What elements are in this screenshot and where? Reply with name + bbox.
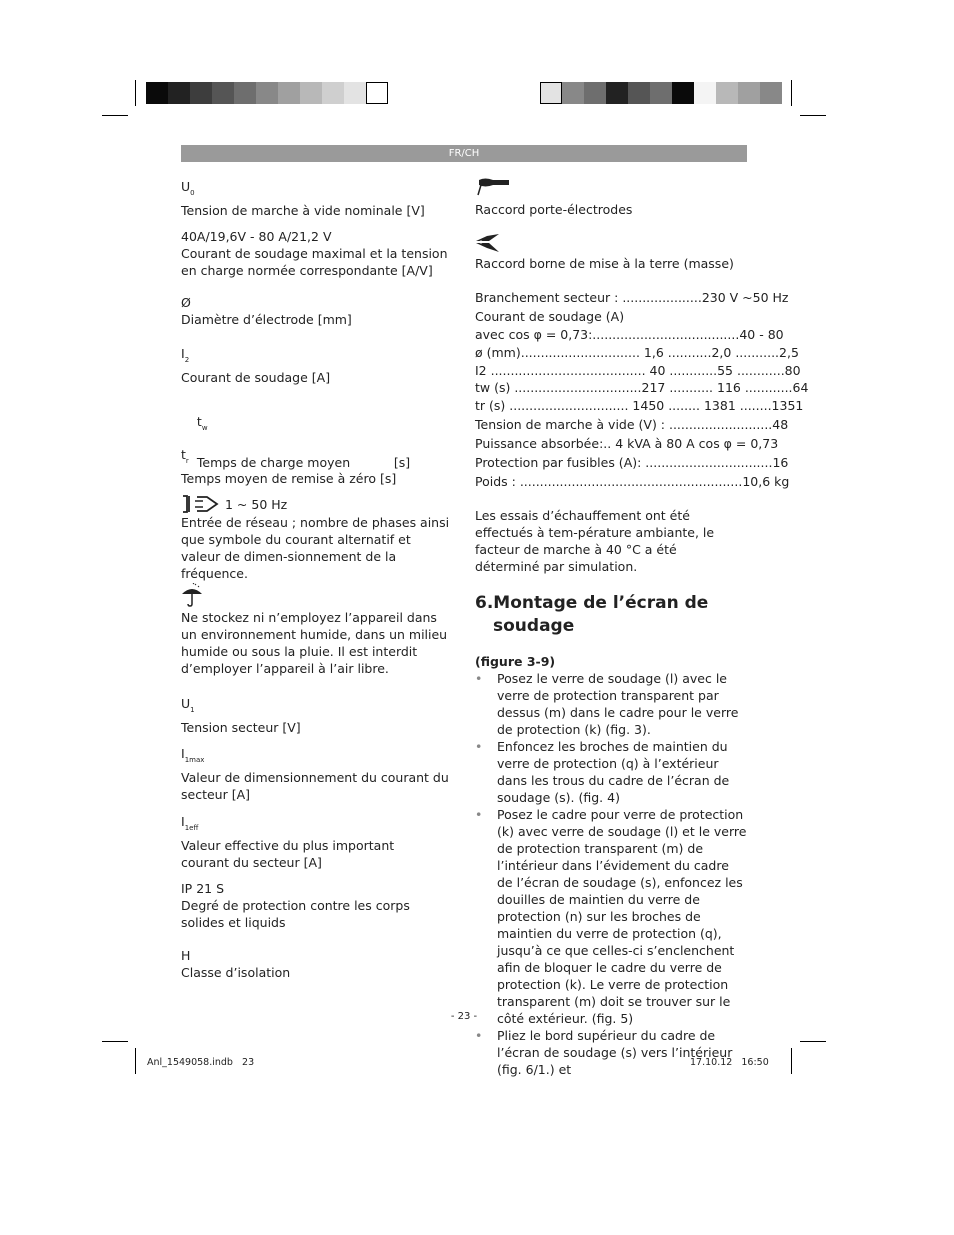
instruction-list: [475, 670, 747, 1078]
symbol-entry: $I_{1eff}$ Valeur effective du plus important courant du secteur [A]: [181, 814, 395, 870]
symbol-entry: Ne stockez ni n’employez l’appareil dans un environnement humide, dans un milieu humide ou sous la pluie. Il est interdit d’employer l’appareil à l’air libre.: [181, 583, 456, 677]
symbol-entry: $t_w$ Temps de charge moyen [s]: [196, 414, 411, 470]
symbol-entry: 40A/19,6V - 80 A/21,2 V Courant de soudage maximal et la tension en charge normée correspondante [A/V]: [181, 229, 448, 278]
ground-clamp-label: Raccord borne de mise à la terre (masse): [475, 256, 734, 271]
specs-table: [475, 289, 809, 492]
symbol-entry: H Classe d’isolation: [181, 948, 291, 980]
spec-row: Poids : ........................................................ 10,6 kg: [475, 474, 790, 489]
crop-mark: [800, 115, 826, 116]
electrode-holder-label: Raccord porte-électrodes: [475, 202, 633, 217]
symbol-entry: $I_2$ Courant de soudage [A]: [181, 346, 331, 385]
crop-mark: [135, 1048, 136, 1074]
umbrella-rain-icon: [181, 583, 203, 607]
list-item: • Posez le cadre pour verre de protection (k) avec verre de soudage (l) et le verre de protection transparent (m) de l’intérieur dans l’évidement du cadre de l’écran de soudage (s), enfoncez les douilles de maintien du verre de protection (n) sur les broches de maintien du verre de protection (q), jusqu’à ce que celles-ci s’enclenchent afin de bloquer le cadre du verre de protection (k). Le verre de protection transparent (m) doit se trouver sur le côté extérieur. (fig. 5): [475, 806, 747, 1027]
spec-row: ø (mm).............................. 1,6 ...........2,0 ........... 2,5: [475, 345, 799, 360]
section-title: 6.Montage de l’écran de soudage: [475, 593, 709, 636]
crop-mark: [791, 1048, 792, 1074]
spec-row: I2 ....................................... 40 ............55 ............ 80: [475, 363, 801, 378]
list-item: • Posez le verre de soudage (l) avec le verre de protection transparent par dessus (m) dans le cadre pour le verre de protection (k) (fig. 3).: [475, 670, 747, 738]
crop-mark: [135, 80, 136, 106]
spec-row: tr (s) .............................. 1450 ........ 1381 ........ 1351: [475, 398, 804, 413]
spec-row: Tension de marche à vide (V) : .......................... 48: [475, 417, 789, 432]
crop-mark: [800, 1041, 826, 1042]
symbol-entry: 1 ~ 50 Hz Entrée de réseau ; nombre de phases ainsi que symbole du courant alternatif et valeur de dimen-sionnement de la fréquence.: [181, 494, 453, 582]
electrode-holder-icon: [475, 176, 511, 196]
spec-row: Puissance absorbée:.. 4 kVA à 80 A cos φ = 0,73: [475, 436, 779, 451]
spec-row: Protection par fusibles (A): ................................ 16: [475, 455, 789, 470]
spec-row: tw (s) ................................217 ........... 116 ............ 64: [475, 380, 809, 395]
symbol-entry: $I_{1max}$ Valeur de dimensionnement du courant du secteur [A]: [181, 746, 449, 802]
spec-row: Courant de soudage (A): [475, 309, 625, 324]
mains-input-icon: [181, 494, 221, 514]
footer-timestamp: 17.10.12 16:50: [690, 1057, 769, 1068]
language-header: FR/CH: [181, 145, 747, 162]
ground-clamp-icon: [475, 233, 501, 253]
crop-mark: [791, 80, 792, 106]
page-number: - 23 -: [450, 1011, 478, 1022]
spec-row: avec cos φ = 0,73:..................................... 40 - 80: [475, 327, 784, 342]
spec-row: Branchement secteur : .................... 230 V ~50 Hz: [475, 290, 789, 305]
list-item: • Enfoncez les broches de maintien du verre de protection (q) à l’extérieur dans les trous du cadre de l’écran de soudage (s). (fig. 4): [475, 738, 747, 806]
test-note: Les essais d’échauffement ont été effectués à tem-pérature ambiante, le facteur de marche à 40 °C a été déterminé par simulation.: [475, 508, 715, 574]
list-item: • Pliez le bord supérieur du cadre de l’écran de soudage (s) vers l’intérieur (fig. 6/1.) et: [475, 1027, 747, 1078]
symbol-entry: $U_0$ Tension de marche à vide nominale [V]: [181, 179, 425, 218]
crop-mark: [102, 115, 128, 116]
symbol-entry: $U_1$ Tension secteur [V]: [181, 696, 301, 735]
symbol-entry: IP 21 S Degré de protection contre les corps solides et liquids: [181, 881, 410, 930]
crop-mark: [102, 1041, 128, 1042]
symbol-entry: Ø Diamètre d’électrode [mm]: [181, 295, 352, 327]
symbol-entry: $t_r$ Temps moyen de remise à zéro [s]: [181, 447, 397, 486]
figure-reference: (figure 3-9): [475, 654, 556, 669]
footer-file-info: Anl_1549058.indb 23: [147, 1057, 255, 1068]
